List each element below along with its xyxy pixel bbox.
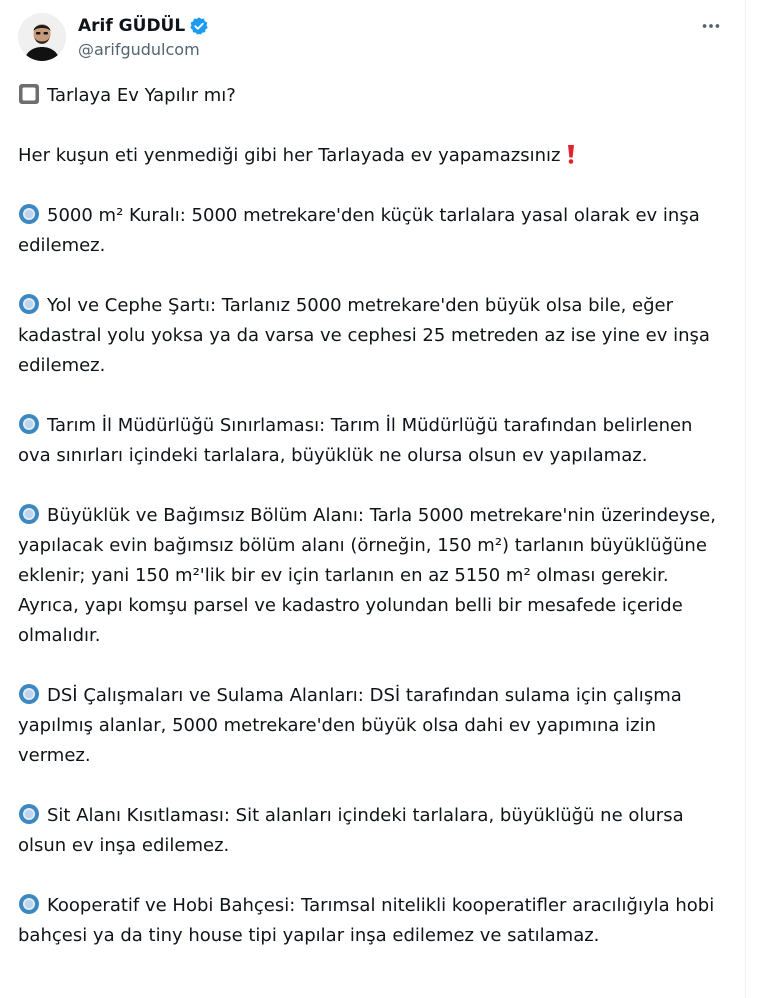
list-item <box>18 201 728 261</box>
author-handle[interactable]: @arifgudulcom <box>78 40 200 59</box>
tweet-header <box>18 13 728 65</box>
more-options-button[interactable] <box>694 13 728 39</box>
blue-circle-bullet-icon <box>18 803 40 825</box>
list-item <box>18 681 728 771</box>
blue-circle-bullet-icon <box>18 893 40 915</box>
tweet-text <box>18 81 728 981</box>
blue-circle-bullet-icon <box>18 683 40 705</box>
column-border <box>745 0 746 998</box>
list-item-text: Büyüklük ve Bağımsız Bölüm Alanı: Tarla 5000 metrekare'nin üzerindeyse, yapılacak evin bağımsız bölüm alanı (örneğin, 150 m²) tarlanın büyüklüğüne eklenir; yani 150 m²'lik bir ev için tarlanın en az 5150 m² olması gerekir. Ayrıca, yapı komşu parsel ve kadastro yolundan belli bir mesafede içeride olmalıdır. <box>18 505 716 646</box>
list-item <box>18 891 728 951</box>
blue-circle-bullet-icon <box>18 413 40 435</box>
tweet-title <box>18 81 728 111</box>
blue-circle-bullet-icon <box>18 293 40 315</box>
list-item-text: 5000 m² Kuralı: 5000 metrekare'den küçük tarlalara yasal olarak ev inşa edilemez. <box>18 205 700 256</box>
list-item <box>18 291 728 381</box>
tweet-intro-text: Her kuşun eti yenmediği gibi her Tarlayada ev yapamazsınız <box>18 145 561 166</box>
list-item-text: Yol ve Cephe Şartı: Tarlanız 5000 metrekare'den büyük olsa bile, eğer kadastral yolu yoksa ya da varsa ve cephesi 25 metreden az ise yine ev inşa edilemez. <box>18 295 710 376</box>
blue-circle-bullet-icon <box>18 203 40 225</box>
list-item-text: Kooperatif ve Hobi Bahçesi: Tarımsal nitelikli kooperatifler aracılığıyla hobi bahçesi ya da tiny house tipi yapılar inşa edilemez ve satılamaz. <box>18 895 715 946</box>
author-names <box>78 15 209 60</box>
list-item-text: DSİ Çalışmaları ve Sulama Alanları: DSİ tarafından sulama için çalışma yapılmış alanlar, 5000 metrekare'den büyük olsa dahi ev yapımına izin vermez. <box>18 685 682 766</box>
list-item-text: Sit Alanı Kısıtlaması: Sit alanları içindeki tarlalara, büyüklüğü ne olursa olsun ev inşa edilemez. <box>18 805 684 856</box>
author-display-name[interactable]: Arif GÜDÜL <box>78 16 186 36</box>
more-horizontal-icon <box>700 15 722 37</box>
blue-circle-bullet-icon <box>18 503 40 525</box>
white-square-button-icon <box>18 83 40 105</box>
red-exclamation-icon <box>564 143 578 165</box>
list-item <box>18 411 728 471</box>
list-item <box>18 801 728 861</box>
avatar[interactable] <box>18 13 66 61</box>
tweet-title-text: Tarlaya Ev Yapılır mı? <box>47 85 236 106</box>
list-item-text: Tarım İl Müdürlüğü Sınırlaması: Tarım İl Müdürlüğü tarafından belirlenen ova sınırları içindeki tarlalara, büyüklük ne olursa olsun ev yapılamaz. <box>18 415 693 466</box>
verified-badge-icon <box>189 16 209 36</box>
tweet-intro <box>18 141 728 171</box>
list-item <box>18 501 728 651</box>
